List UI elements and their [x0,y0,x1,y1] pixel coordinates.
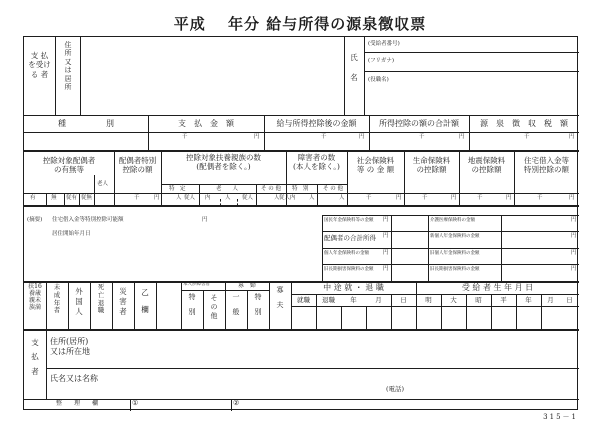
spouse-deduction-header: 控除対象配偶者 の有無等 [42,156,96,175]
address-label: 住 所 又 は 居 所 [64,41,72,91]
other-header: そ の 他 [261,186,281,192]
remark-yen-7: 円 [571,250,577,256]
birth-day-header: 日 [566,296,573,304]
type-header: 種 別 [58,119,114,128]
dependents-count-header: 控除対象扶養親族の数 (配偶者を除く。) [186,153,261,171]
payment-amount-header: 支 払 金 額 [178,119,234,128]
era-meiji: 明 [425,296,432,304]
life-insurance-header: 生命保険料 の控除額 [412,156,451,175]
personal-pension-label: 個人年金保険料の金額 [324,251,369,256]
life-thousand-mark: 千 [422,195,428,201]
disaster-victim-header: 災 害 者 [119,287,127,316]
minor-header: 未 成 年 者 [53,283,61,315]
housing-loan-header: 住宅借入金等 特別控除の額 [524,156,569,175]
other-subordinate: 従人 [279,195,291,201]
mid-day-header: 日 [400,296,407,304]
residence-start-label: 居住開始年月日 [52,231,91,237]
old-personal-pension-label: 旧個人年金保険料の金額 [430,251,480,256]
tax-thousand-mark: 千 [524,134,530,140]
housing-yen-mark: 円 [569,195,575,201]
remarks-label: (摘要) [27,217,43,223]
foreigner-header: 外 国 人 [75,287,83,316]
widow-header: 寡 婦 [237,282,256,289]
social-thousand-mark: 千 [366,195,372,201]
retirement-header: 退職 [322,296,335,304]
earthquake-yen-mark: 円 [506,195,512,201]
specified-subordinate: 従人 [184,195,196,201]
remark-yen-5: 円 [571,217,577,223]
elderly-subordinate: 従人 [242,195,254,201]
young-dependents-header: 扶16 養歳 親未 族満 [28,283,42,311]
self-disabled-special: 特 別 [188,293,196,316]
old-long-term-label: 旧長期損害保険料の金額 [324,267,374,272]
earthquake-thousand-mark: 千 [477,195,483,201]
social-yen-mark: 円 [396,195,402,201]
widow-special: 特 別 [254,293,262,316]
old-long-term2-label: 旧長期損害保険料の金額 [430,267,480,272]
elderly-inside: 内 [205,195,211,201]
payment-thousand-mark: 千 [182,134,188,140]
life-yen-mark: 円 [451,195,457,201]
total-deduction-header: 所得控除の額の合計額 [379,119,459,128]
after-thousand-mark: 千 [321,134,327,140]
mid-year-header: 年 [350,296,357,304]
disabled-person: 人 [309,195,315,201]
withholding-tax-header: 源 泉 徴 収 税 額 [480,119,568,128]
form-code: 315－1 [543,413,578,421]
care-medical-label: 介護医療保険料の金額 [430,218,475,223]
spouse-sub-no: 従無 [81,195,93,201]
disabled-count-header: 障害者の数 (本人を除く。) [293,153,340,171]
remark-yen-2: 円 [383,233,389,239]
social-insurance-header: 社会保険料 等 の 金 額 [356,156,395,175]
recipient-number-label: (受給者番号) [368,41,400,47]
death-retirement-header: 死 亡 退 職 [97,283,105,315]
special-header: 特 別 [292,186,309,192]
position-label: (役職名) [368,77,389,83]
payment-yen-mark: 円 [254,134,260,140]
payer-address-label: 住所(居所) 又は所在地 [50,337,90,357]
name-label: 氏 名 [350,53,358,83]
housing-thousand-mark: 千 [537,195,543,201]
new-personal-pension-label: 新個人年金保険料の金額 [430,234,480,239]
spouse-yen-mark: 円 [154,195,160,201]
housing-available-yen: 円 [202,217,208,223]
spouse-sub-yes: 従有 [66,195,78,201]
birth-date-header: 受 給 者 生 年 月 日 [461,283,534,292]
spouse-yes: 有 [30,195,36,201]
remark-yen-4: 円 [383,266,389,272]
mid-month-header: 月 [375,296,382,304]
specified-header: 特 定 [169,186,186,192]
deduction-yen-mark: 円 [459,134,465,140]
payer-phone-label: (電話) [386,385,405,393]
form-title: 平成 年分 給与所得の源泉徴収票 [173,15,427,33]
widow-general: 一 般 [232,293,240,316]
organize-circle-2: ② [233,399,240,407]
remark-yen-3: 円 [383,250,389,256]
deduction-thousand-mark: 千 [419,134,425,140]
tax-yen-mark: 円 [569,134,575,140]
remark-yen-6: 円 [571,233,577,239]
self-disabled-header: 本人が障害者 [183,282,210,287]
payer-label: 支 払 者 [31,338,39,376]
withholding-slip-form [23,36,578,410]
self-disabled-other: そ の 他 [210,294,218,320]
elderly-header: 老人 [97,181,109,187]
payee-label: 支 払 を受け る 者 [28,51,51,79]
furigana-label: (フリガナ) [368,58,395,64]
remark-yen-8: 円 [571,266,577,272]
disabled-inside: 内 [290,195,296,201]
era-heisei: 平 [500,296,507,304]
payer-name-label: 氏名又は名称 [50,374,98,383]
spouse-income-label: 配偶者の合計所得 [324,234,376,242]
organize-label: 整 理 欄 [55,400,98,407]
other2-header: そ の 他 [323,186,343,192]
employment-header: 就職 [297,296,310,304]
housing-available-label: 住宅借入金等特別控除可能額 [52,217,124,223]
remark-yen-1: 円 [383,217,389,223]
era-showa: 昭 [475,296,482,304]
national-pension-label: 国民年金保険料等の金額 [324,218,374,223]
other-person: 人 [274,195,280,201]
mid-term-header: 中 途 就 ・ 退 職 [323,283,384,292]
birth-month-header: 月 [547,296,554,304]
after-deduction-header: 給与所得控除後の金額 [276,119,357,128]
spouse-special-header: 配偶者特別 控除の額 [118,156,157,175]
elderly2-header: 老 人 [216,186,239,192]
spouse-thousand-mark: 千 [134,195,140,201]
after-yen-mark: 円 [359,134,365,140]
era-taisho: 大 [450,296,457,304]
specified-person: 人 [176,195,182,201]
organize-circle-1: ① [132,399,139,407]
earthquake-insurance-header: 地震保険料 の控除額 [467,156,506,175]
spouse-no: 無 [51,195,57,201]
other2-person: 人 [339,195,345,201]
otsu-column-header: 乙 欄 [141,288,149,314]
widower-header: 寡 夫 [276,286,284,309]
elderly-person: 人 [225,195,231,201]
birth-year-header: 年 [525,296,532,304]
